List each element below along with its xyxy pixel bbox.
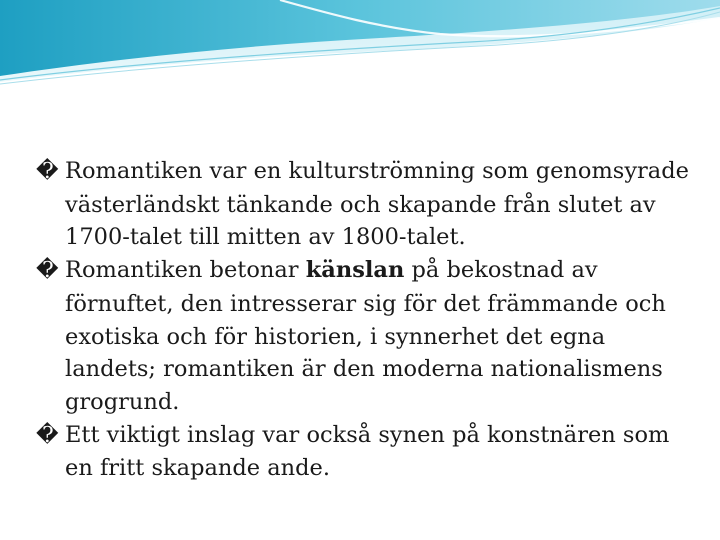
header-wave-decoration: [0, 0, 720, 100]
bullet-item: [36, 254, 696, 419]
bullet-text-after: på bekostnad av förnuftet, den intresserar sig för det främmande och exotiska och för historien, i synnerhet det egna landets; romantiken är den moderna nationalismens grogrund.: [65, 257, 666, 415]
bullet-marker-icon: �: [36, 258, 59, 284]
bullet-marker-icon: �: [36, 159, 59, 184]
bullet-text: Romantiken var en kulturströmning som genomsyrade västerländskt tänkande och skapande från slutet av 1700-talet till mitten av 1800-talet.: [65, 158, 689, 251]
bullet-text: Ett viktigt inslag var också synen på konstnären som en fritt skapande ande.: [65, 421, 670, 482]
bullet-text: Romantiken betonar: [65, 257, 306, 284]
bullet-marker-icon: �: [36, 422, 59, 448]
bullet-item: [36, 155, 696, 254]
slide-body: [36, 155, 696, 485]
bullet-item: [36, 419, 696, 485]
bullet-bold-text: känslan: [305, 257, 405, 284]
